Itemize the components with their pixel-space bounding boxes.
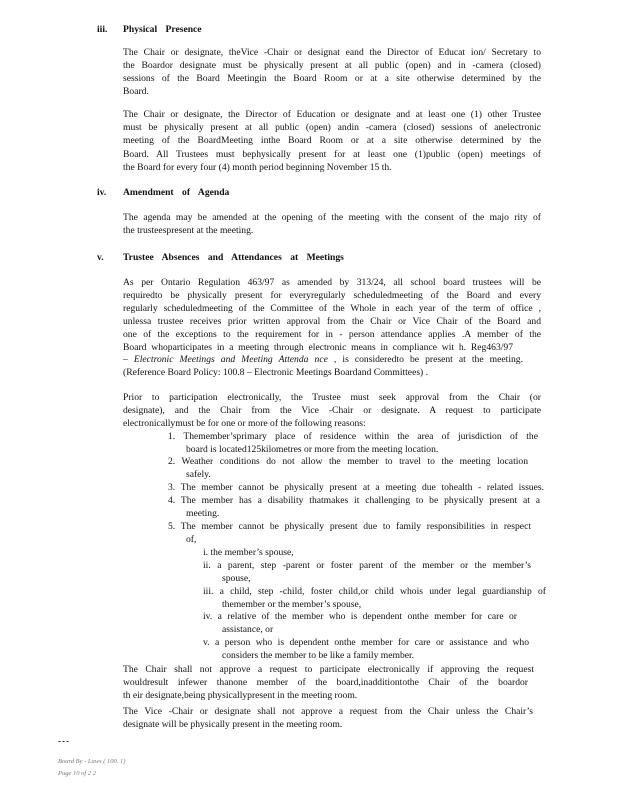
text-line: i. the member’s spouse, xyxy=(203,547,294,558)
text-line: designate), and the Chair from the Vice -Chair or designate. A request to participate xyxy=(123,405,541,416)
text-line: of, xyxy=(186,534,197,545)
text-line: the Board for every four (4) month period beginning November 15 th. xyxy=(123,162,392,173)
text-line: unlessa trustee receives prior written approval from the Chair or Vice Chair of the Board and xyxy=(123,316,541,327)
section-number: iii. xyxy=(97,24,108,35)
text-line: must be physically present at all public (open) andin -camera (closed) sessions of anelectronic xyxy=(123,122,541,133)
text-line: spouse, xyxy=(222,573,251,584)
text-line: 2. Weather conditions do not allow the member to travel to the meeting location xyxy=(168,456,528,467)
text-line: The Chair or designate, theVice -Chair or designat eand the Director of Educat ion/ Secretary to xyxy=(123,47,541,58)
text-line: board is located125kilometres or more from the meeting location. xyxy=(186,444,439,455)
text-line: requiredto be physically present for everyregularly scheduledmeeting of the Board and every xyxy=(123,290,541,301)
text-line: Board. xyxy=(123,86,149,97)
text-line: meeting of the BoardMeeting inthe Board Room or at a site otherwise determined by the xyxy=(123,135,541,146)
text-line: assistance, or xyxy=(222,624,274,635)
footer-page-number: Page 10 of 2 2 xyxy=(58,770,96,777)
text-line: th eir designate,being physicallypresent in the meeting room. xyxy=(123,690,358,701)
text-line: considers the member to be like a family member. xyxy=(222,650,415,661)
text-line: The agenda may be amended at the opening of the meeting with the consent of the majo rity of xyxy=(123,212,541,223)
text-line: 3. The member cannot be physically present at a meeting due tohealth - related issues. xyxy=(168,482,544,493)
text-line: The Vice -Chair or designate shall not approve a request from the Chair unless the Chair’s xyxy=(123,706,533,717)
section-title: Trustee Absences and Attendances at Meetings xyxy=(123,252,344,263)
text-line: Board. All Trustees must bephysically present for at least one (1)public (open) meetings of xyxy=(123,149,541,160)
section-title: Amendment of Agenda xyxy=(123,187,230,198)
text-line: 1. Themember’sprimary place of residence within the area of jurisdiction of the xyxy=(168,431,538,442)
text-line: The Chair or designate, the Director of Education or designate and at least one (1) other Trustee xyxy=(123,109,541,120)
text-line: 4. The member has a disability thatmakes it challenging to be physically present at a xyxy=(168,495,540,506)
text-line: safely. xyxy=(186,469,211,480)
text-line: sessions of the Board Meetingin the Board Room or at a site otherwise determined by the xyxy=(123,73,541,84)
section-title: Physical Presence xyxy=(123,24,202,35)
text-line: ii. a parent, step -parent or foster parent of the member or the member’s xyxy=(203,560,531,571)
section-number: v. xyxy=(97,252,104,263)
footer-document-title: Board By - Laws ( 100. 1) xyxy=(58,758,126,765)
text-line: the trusteespresent at the meeting. xyxy=(123,225,254,236)
text-line: wouldresult infewer thanone member of the board,inadditiontothe Chair of the boardor xyxy=(123,677,528,688)
text-line: 5. The member cannot be physically present due to family responsibilities in respect xyxy=(168,521,531,532)
text-line: the Boardor designate must be physically present at all public (open) and in -camera (closed) xyxy=(123,60,541,71)
separator: --- xyxy=(58,736,70,746)
italic-reference: – Electronic Meetings and Meeting Attenda nce xyxy=(123,354,328,365)
text-line: meeting. xyxy=(186,508,220,519)
text-line: electronicallymust be for one or more of the following reasons: xyxy=(123,418,366,429)
text-line: regularly scheduledmeeting of the Committee of the Whole in each year of the term of office , xyxy=(123,303,541,314)
text-line: iii. a child, step -child, foster child,or child whois under legal guardianship of xyxy=(203,586,546,597)
text-line: designate will be physically present in the meeting room. xyxy=(123,719,343,730)
text-line: Prior to participation electronically, the Trustee must seek approval from the Chair (or xyxy=(123,392,541,403)
text-line xyxy=(123,354,523,366)
text-line: (Reference Board Policy: 100.8 – Electronic Meetings Boardand Committees) . xyxy=(123,367,429,378)
text-line: v. a person who is dependent onthe member for care or assistance and who xyxy=(203,637,529,648)
text-line: Board whoparticipates in a meeting through electronic means in compliance wit h. Reg463/97 xyxy=(123,342,513,353)
text-line: one of the exceptions to the requirement for in - person attendance applies .A member of the xyxy=(123,329,541,340)
text-fragment: , is consideredto be present at the meeting. xyxy=(333,354,523,365)
text-line: As per Ontario Regulation 463/97 as amended by 313/24, all school board trustees will be xyxy=(123,277,541,288)
text-line: The Chair shall not approve a request to participate electronically if approving the request xyxy=(123,664,534,675)
section-number: iv. xyxy=(97,187,107,198)
text-line: themember or the member’s spouse, xyxy=(222,599,362,610)
text-line: iv. a relative of the member who is dependent onthe member for care or xyxy=(203,611,517,622)
